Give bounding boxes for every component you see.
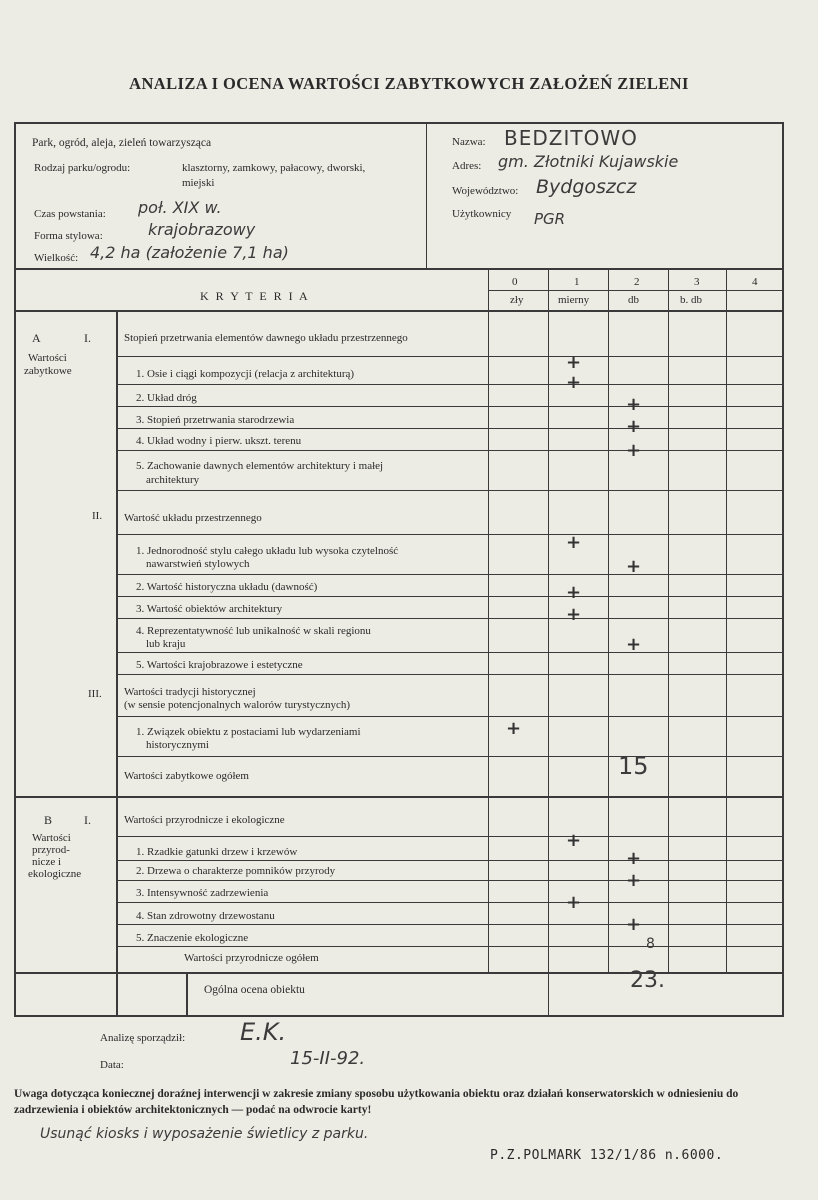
- section-b-name-3: nicze i: [32, 856, 62, 868]
- wojewodztwo-label: Województwo:: [452, 185, 519, 197]
- data-value: 15-II-92.: [290, 1048, 366, 1069]
- b1-item-3: 3. Intensywność zadrzewienia: [136, 887, 269, 899]
- score-mark-b-3: +: [626, 870, 642, 891]
- score-1-num: 1: [574, 276, 580, 288]
- section-a-name-2: zabytkowe: [24, 365, 72, 377]
- adres-label: Adres:: [452, 160, 482, 172]
- overall-value: 23.: [630, 968, 665, 993]
- row-line: [116, 716, 784, 717]
- scores-header-line: [488, 290, 784, 291]
- section-a-roman-2: II.: [92, 510, 103, 522]
- park-type-line: Park, ogród, aleja, zieleń towarzysząca: [32, 137, 212, 149]
- score-col-line-2: [608, 268, 609, 973]
- wielkosc-label: Wielkość:: [34, 252, 79, 264]
- section-b-name-4: ekologiczne: [28, 868, 82, 880]
- score-mark-a3-1: +: [506, 718, 522, 739]
- wielkosc-value: 4,2 ha (założenie 7,1 ha): [90, 243, 289, 262]
- score-mark-a1-2: +: [566, 372, 582, 393]
- group-3-title: Wartości tradycji historycznej: [124, 686, 256, 698]
- section-a-letter: A: [32, 331, 41, 345]
- overall-label: Ogólna ocena obiektu: [204, 984, 305, 996]
- a1-item-4: 4. Układ wodny i pierw. ukszt. terenu: [136, 435, 302, 447]
- wojewodztwo-value: Bydgoszcz: [536, 176, 637, 198]
- a1-item-5-cont: architektury: [146, 474, 200, 486]
- nazwa-value: BEDZITOWO: [504, 126, 638, 150]
- analiza-label: Analizę sporządził:: [100, 1032, 186, 1044]
- a2-item-4-cont: lub kraju: [146, 638, 186, 650]
- row-line: [116, 428, 784, 429]
- score-2-label: db: [628, 294, 639, 306]
- uzytkownicy-label: Użytkownicy: [452, 208, 512, 220]
- b1-item-4: 4. Stan zdrowotny drzewostanu: [136, 910, 275, 922]
- overall-left-line: [186, 972, 188, 1017]
- score-mark-b-2: +: [626, 848, 642, 869]
- row-line: [116, 946, 784, 947]
- score-mark-b-1: +: [566, 830, 582, 851]
- row-line: [116, 406, 784, 407]
- score-mark-a1-1: +: [566, 352, 582, 373]
- a3-item-1-cont: historycznymi: [146, 739, 209, 751]
- a2-item-1-cont: nawarstwień stylowych: [146, 558, 250, 570]
- score-3-num: 3: [694, 276, 700, 288]
- a3-item-1: 1. Związek obiektu z postaciami lub wydarzeniami: [136, 726, 361, 738]
- section-b-bottom-line: [14, 972, 784, 974]
- row-line: [116, 618, 784, 619]
- evaluation-form: [14, 122, 788, 1022]
- score-col-line-4: [726, 268, 727, 973]
- score-mark-a2-2: +: [626, 556, 642, 577]
- adres-value: gm. Złotniki Kujawskie: [498, 152, 679, 171]
- row-line: [116, 384, 784, 385]
- a2-item-1: 1. Jednorodność stylu całego układu lub wysoka czytelność: [136, 545, 399, 557]
- a1-item-3: 3. Stopień przetrwania starodrzewia: [136, 414, 295, 426]
- score-mark-b-4: +: [566, 892, 582, 913]
- group-1-title-line: [116, 356, 784, 357]
- header-divider: [426, 122, 427, 268]
- section-b-name-2: przyrod-: [32, 844, 70, 856]
- rodzaj-options-2: miejski: [182, 177, 215, 189]
- section-a-roman: I.: [84, 331, 91, 345]
- b1-item-5: 5. Znaczenie ekologiczne: [136, 932, 249, 944]
- score-2-num: 2: [634, 276, 640, 288]
- row-line: [116, 490, 784, 491]
- a1-item-1: 1. Osie i ciągi kompozycji (relacja z architekturą): [136, 368, 355, 380]
- a2-item-2: 2. Wartość historyczna układu (dawność): [136, 581, 318, 593]
- row-line: [116, 574, 784, 575]
- score-1-label: mierny: [558, 294, 590, 306]
- a2-item-5: 5. Wartości krajobrazowe i estetyczne: [136, 659, 303, 671]
- overall-value-line: [548, 972, 549, 1017]
- row-line: [116, 596, 784, 597]
- score-mark-b-5: +: [626, 914, 642, 935]
- uzytkownicy-value: PGR: [534, 210, 566, 228]
- score-mark-a2-3: +: [566, 582, 582, 603]
- forma-value: krajobrazowy: [148, 220, 256, 239]
- data-label: Data:: [100, 1059, 124, 1071]
- section-b-total-value: 8: [646, 936, 655, 952]
- czas-value: poł. XIX w.: [138, 198, 222, 217]
- handwritten-note: Usunąć kiosks i wyposażenie świetlicy z parku.: [40, 1126, 369, 1142]
- section-a-roman-3: III.: [88, 688, 102, 700]
- section-a-total-value: 15: [618, 752, 649, 780]
- section-a-total-label: Wartości zabytkowe ogółem: [124, 770, 249, 782]
- section-a-name-1: Wartości: [28, 352, 67, 364]
- score-0-label: zły: [510, 294, 524, 306]
- b1-item-1: 1. Rzadkie gatunki drzew i krzewów: [136, 846, 298, 858]
- row-line: [116, 450, 784, 451]
- nazwa-label: Nazwa:: [452, 136, 486, 148]
- kryteria-label: K R Y T E R I A: [200, 289, 310, 303]
- b1-item-2: 2. Drzewa o charakterze pomników przyrody: [136, 865, 336, 877]
- score-4-num: 4: [752, 276, 758, 288]
- page-title: ANALIZA I OCENA WARTOŚCI ZABYTKOWYCH ZAŁOŻEŃ ZIELENI: [129, 74, 689, 93]
- row-line: [116, 860, 784, 861]
- score-mark-a2-1: +: [566, 532, 582, 553]
- score-3-label: b. db: [680, 294, 702, 306]
- a2-item-4: 4. Reprezentatywność lub unikalność w skali regionu: [136, 625, 371, 637]
- forma-label: Forma stylowa:: [34, 230, 103, 242]
- score-col-line-0: [488, 268, 489, 973]
- row-line: [116, 880, 784, 881]
- score-mark-a2-5: +: [626, 634, 642, 655]
- section-b-letter: B: [44, 813, 53, 827]
- section-b-title: Wartości przyrodnicze i ekologiczne: [124, 814, 285, 826]
- section-b-name-1: Wartości: [32, 832, 71, 844]
- group-2-title: Wartość układu przestrzennego: [124, 512, 262, 524]
- score-mark-a1-5: +: [626, 440, 642, 461]
- uwaga-note: Uwaga dotycząca koniecznej doraźnej interwencji w zakresie zmiany sposobu użytkowania obiektu oraz działań konserwatorskich w odniesieniu do zadrzewienia i obiektów architektonicznych — podać na odwrocie karty!: [14, 1088, 739, 1116]
- row-line: [116, 652, 784, 653]
- a1-item-2: 2. Układ dróg: [136, 392, 197, 404]
- score-mark-a2-4: +: [566, 604, 582, 625]
- row-line: [116, 534, 784, 535]
- section-column-divider: [116, 310, 118, 1017]
- group-1-title: Stopień przetrwania elementów dawnego układu przestrzennego: [124, 332, 408, 344]
- score-col-line-3: [668, 268, 669, 973]
- score-0-num: 0: [512, 276, 518, 288]
- section-a-bottom-line: [14, 796, 784, 798]
- section-b-total-label: Wartości przyrodnicze ogółem: [184, 952, 319, 964]
- row-line: [116, 924, 784, 925]
- section-b-roman: I.: [84, 813, 91, 827]
- analiza-value: E.K.: [240, 1018, 287, 1046]
- rodzaj-options: klasztorny, zamkowy, pałacowy, dworski,: [182, 162, 366, 174]
- score-mark-a1-4: +: [626, 416, 642, 437]
- a2-item-3: 3. Wartość obiektów architektury: [136, 603, 283, 615]
- score-mark-a1-3: +: [626, 394, 642, 415]
- row-line: [116, 836, 784, 837]
- a1-item-5: 5. Zachowanie dawnych elementów architektury i małej: [136, 460, 384, 472]
- czas-label: Czas powstania:: [34, 208, 106, 220]
- group-3-subtitle: (w sensie potencjonalnych walorów turystycznych): [124, 699, 351, 711]
- row-line: [116, 756, 784, 757]
- print-code: P.Z.POLMARK 132/1/86 n.6000.: [490, 1148, 724, 1163]
- row-line: [116, 902, 784, 903]
- row-line: [116, 674, 784, 675]
- rodzaj-label: Rodzaj parku/ogrodu:: [34, 162, 131, 174]
- score-col-line-1: [548, 268, 549, 973]
